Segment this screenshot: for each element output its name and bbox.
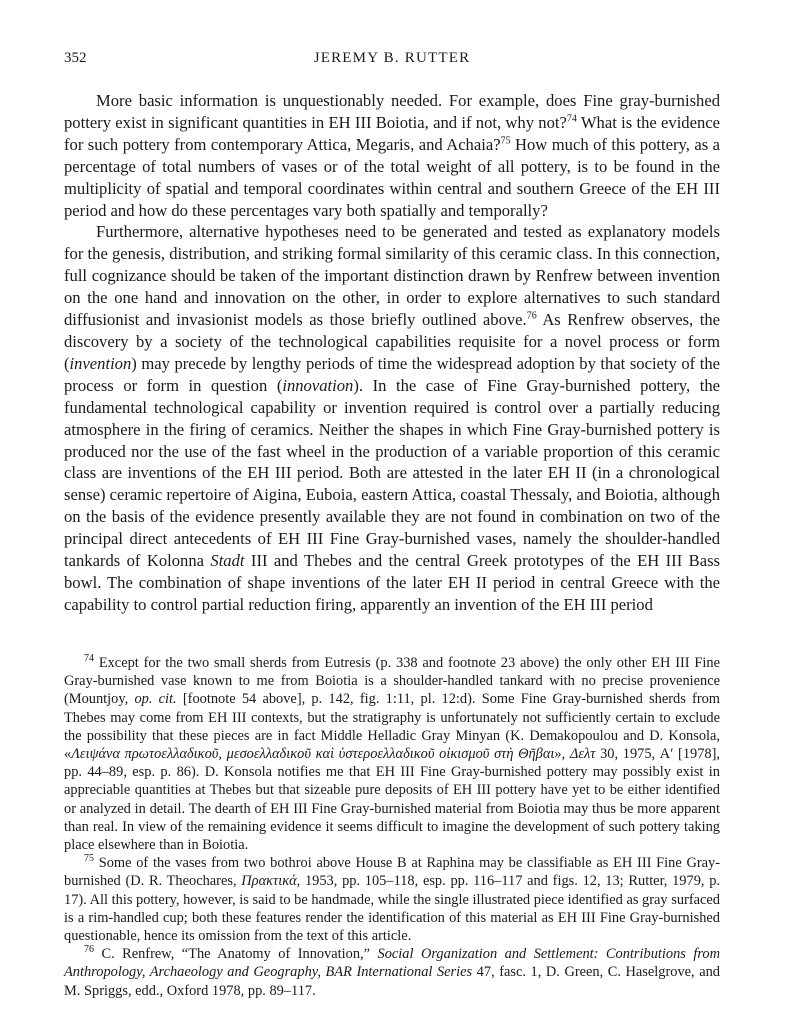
footnote-number: 75: [84, 853, 94, 865]
text-run: 30, 1975, A′ [1978], pp. 44–89, esp. p. 86). D. Konsola notifies me that EH III Fine Gray-burnished pottery may possibly exist in appreciable quantities at Thebes but that sizeable pure deposits of EH III pottery have yet to be either identified or analyzed in detail. The dearth of EH III Fine Gray-burnished material from Boiotia may thus be more apparent than real. In view of the remaining evidence it seems difficult to imagine the development of such pottery taking place elsewhere than in Boiotia.: [64, 746, 721, 854]
body-text: [64, 90, 720, 616]
italic-term: Δελτ: [569, 746, 596, 763]
text-run: As Renfrew observes, the discovery by a society of the technological capabilities requisite for a novel process or form (: [64, 310, 720, 373]
italic-term: invention: [69, 353, 132, 373]
text-run: , 1953, pp. 105–118, esp. pp. 116–117 and figs. 12, 13; Rutter, 1979, p. 17). All this pottery, however, is said to be handmade, while the single illustrated piece identified as gray surfaced is a rim-handled cup; both these features render the identification of this material as EH III Fine Gray-burnished questionable, hence its omission from the text of this article.: [64, 873, 721, 945]
text-run: ). In the case of Fine Gray-burnished pottery, the fundamental technological capability or invention required is control over a partially reducing atmosphere in the firing of ceramics. Neither the shapes in which Fine Gray-burnished pottery is produced nor the use of the fast wheel in the production of a variable proportion of this ceramic class are inventions of the EH III period. Both are attested in the later EH II (in a chronological sense) ceramic repertoire of Aigina, Euboia, eastern Attica, coastal Thessaly, and Boiotia, although on the basis of the evidence presently available they are not found in combination on two of the principal direct antecedents of EH III Fine Gray-burnished vases, namely the shoulder-handled tankards of Kolonna: [64, 375, 720, 571]
text-run: How much of this pottery, as a percentage of total numbers of vases or of the total weight of all pottery, is to be found in the multiplicity of spatial and temporal coordinates within central and southern Greece of the EH III period and how do these percentages vary both spatially and temporally?: [64, 134, 720, 220]
text-run: 47, fasc. 1, D. Green, C. Haselgrove, and M. Spriggs, edd., Oxford 1978, pp. 89–117.: [64, 964, 720, 999]
text-run: [footnote 54 above], p. 142, fig. 1:11, pl. 12:d). Some Fine Gray-burnished sherds from Thebes may come from EH III contexts, but the stratigraphy is unfortunately not sufficiently certain to exclude the possibility that these pieces are in fact Middle Helladic Gray Minyan (K. Demakopoulou and D. Konsola, «: [64, 691, 721, 763]
footnote-ref-76[interactable]: 76: [526, 310, 537, 322]
text-run: C. Renfrew, “The Anatomy of Innovation,”: [94, 946, 378, 963]
footnotes: [64, 654, 720, 1000]
italic-term: Social Organization and Settlement: Contributions from Anthropology, Archaeology and Geography, BAR International Series: [64, 946, 720, 981]
page-header: [64, 50, 720, 76]
text-run: ) may precede by lengthy periods of time the widespread adoption by that society of the process or form in question (: [64, 353, 720, 395]
paragraph: [64, 90, 720, 221]
text-run: What is the evidence for such pottery from contemporary Attica, Megaris, and Achaia?: [64, 112, 720, 154]
footnote-ref-75[interactable]: 75: [500, 135, 511, 147]
italic-term: Stadt: [210, 551, 245, 571]
page: [64, 50, 721, 999]
italic-term: op. cit.: [134, 691, 177, 708]
page-number: 352: [64, 50, 87, 66]
italic-term: innovation: [282, 375, 354, 395]
footnote-76: [64, 945, 720, 1000]
text-run: More basic information is unquestionably needed. For example, does Fine gray-burnished pottery exist in significant quantities in EH III Boiotia, and if not, why not?: [64, 91, 720, 132]
italic-term: Λειψάνα πρωτοελλαδικοῦ, μεσοελλαδικοῦ καὶ ὑστεροελλαδικοῦ οἰκισμοῦ στὴ Θῆβαι: [71, 746, 555, 763]
footnote-number: 74: [84, 653, 94, 665]
text-run: »,: [554, 746, 570, 763]
text-run: Furthermore, alternative hypotheses need to be generated and tested as explanatory models for the genesis, distribution, and striking formal similarity of this ceramic class. In this connection, full cognizance should be taken of the important distinction drawn by Renfrew between invention on the one hand and innovation on the other, in order to explore alternatives to such standard diffusionist and invasionist models as those briefly outlined above.: [64, 222, 720, 330]
italic-term: Πρακτικά: [241, 873, 297, 890]
footnote-ref-74[interactable]: 74: [566, 113, 577, 125]
footnote-number: 76: [84, 944, 94, 956]
text-run: Except for the two small sherds from Eutresis (p. 338 and footnote 23 above) the only other EH III Fine Gray-burnished vase known to me from Boiotia is a shoulder-handled tankard with no precise provenience (Mountjoy,: [64, 655, 720, 708]
footnote-75: [64, 854, 720, 945]
text-run: Some of the vases from two bothroi above House B at Raphina may be classifiable as EH III Fine Gray-burnished (D. R. Theochares,: [64, 855, 720, 890]
text-run: III and Thebes and the central Greek prototypes of the EH III Bass bowl. The combination of shape inventions of the later EH II period in central Greece with the capability to control partial reduction firing, apparently an invention of the EH III period: [64, 551, 720, 614]
running-title: JEREMY B. RUTTER: [313, 50, 471, 66]
footnote-74: [64, 654, 720, 854]
paragraph: [64, 221, 720, 615]
